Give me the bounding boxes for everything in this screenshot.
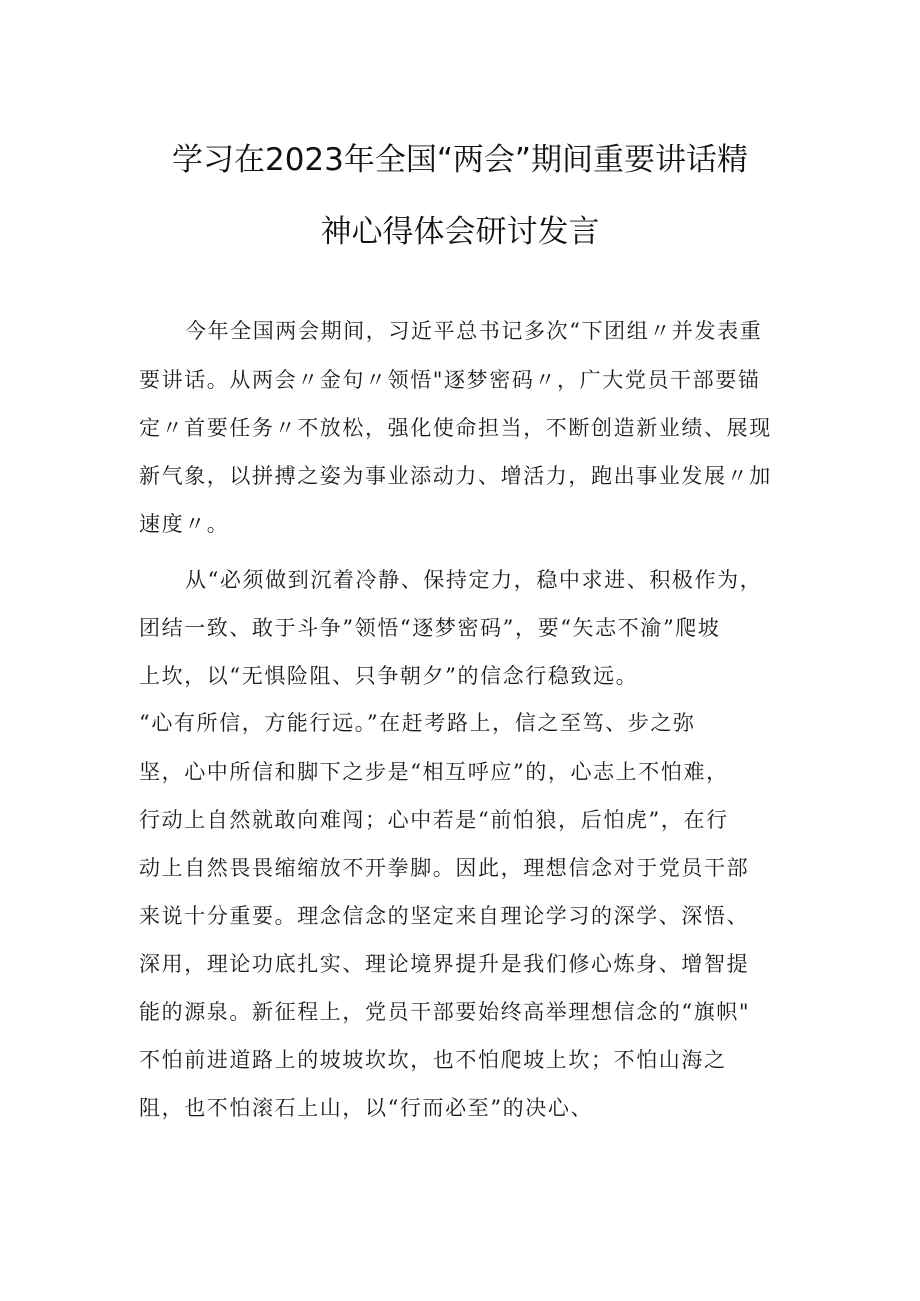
body-text-line: 新气象，以拼搏之姿为事业添动力、增活力，跑出事业发展〃加 <box>139 464 772 488</box>
body-text-line: 从“必须做到沉着冷静、保持定力，稳中求进、积极作为， <box>185 568 763 592</box>
body-text-line: 今年全国两会期间，习近平总书记多次“下团组〃并发表重 <box>185 319 763 343</box>
body-text-line: 阻，也不怕滚石上山，以“行而必至”的决心、 <box>139 1096 594 1120</box>
body-text-line: “心有所信，方能行远。”在赶考路上，信之至笃、步之弥 <box>139 711 696 735</box>
body-text-line: 定〃首要任务〃不放松，强化使命担当，不断创造新业绩、展现 <box>139 416 772 440</box>
body-text-line: 坚，心中所信和脚下之步是“相互呼应”的，心志上不怕难， <box>139 760 729 784</box>
body-text-line: 深用，理论功底扎实、理论境界提升是我们修心炼身、增智提 <box>139 952 750 976</box>
document-title-line-2: 神心得体会研讨发言 <box>320 214 600 250</box>
body-text-line: 要讲话。从两会〃金句〃领悟"逐梦密码〃，广大党员干部要锚 <box>139 368 761 392</box>
body-text-line: 行动上自然就敢向难闯；心中若是“前怕狼，后怕虎”，在行 <box>139 808 729 832</box>
body-text-line: 上坎，以“无惧险阻、只争朝夕”的信念行稳致远。 <box>139 664 639 688</box>
body-text-line: 速度〃。 <box>139 512 230 536</box>
body-text-line: 动上自然畏畏缩缩放不开拳脚。因此，理想信念对于党员干部 <box>139 856 750 880</box>
body-text-line: 团结一致、敢于斗争”领悟“逐梦密码”，要“矢志不渝”爬坡 <box>139 616 721 640</box>
body-text-line: 不怕前进道路上的坡坡坎坎，也不怕爬坡上坎；不怕山海之 <box>139 1048 727 1072</box>
body-text-line: 能的源泉。新征程上，党员干部要始终高举理想信念的“旗帜" <box>139 1000 751 1024</box>
document-title-line-1: 学习在2023年全国“两会”期间重要讲话精 <box>171 142 748 178</box>
body-text-line: 来说十分重要。理念信念的坚定来自理论学习的深学、深悟、 <box>139 904 750 928</box>
